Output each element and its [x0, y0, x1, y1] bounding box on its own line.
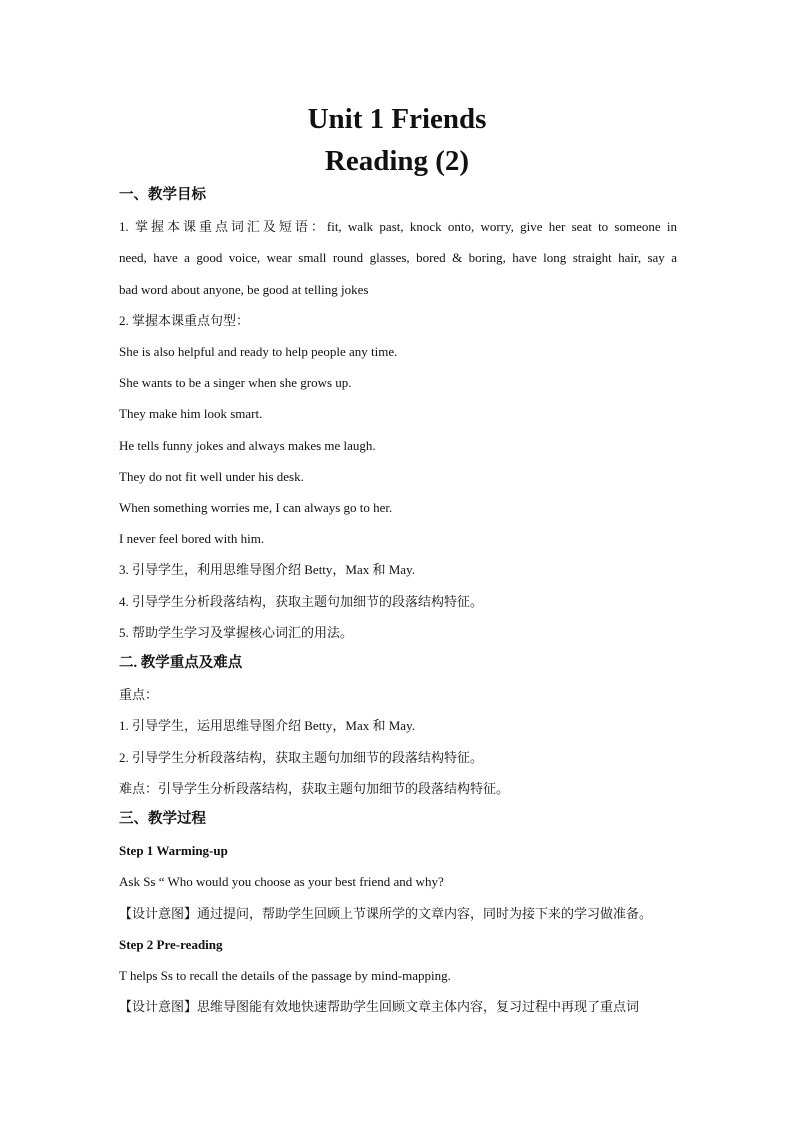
step-1-text: Ask Ss “ Who would you choose as your best friend and why?: [119, 874, 444, 890]
difficult-point: 难点：引导学生分析段落结构，获取主题句加细节的段落结构特征。: [119, 780, 510, 796]
key-sentence: I never feel bored with him.: [119, 531, 265, 547]
section-heading-process: 三、教学过程: [119, 811, 206, 828]
key-sentence: They do not fit well under his desk.: [119, 468, 304, 484]
key-sentence: They make him look smart.: [119, 406, 263, 422]
key-point-2: 2. 引导学生分析段落结构，获取主题句加细节的段落结构特征。: [119, 749, 484, 765]
title-block: [0, 98, 794, 182]
document-body: [119, 180, 677, 1022]
step-2-text: T helps Ss to recall the details of the passage by mind-mapping.: [119, 968, 451, 984]
key-point-1: 1. 引导学生，运用思维导图介绍 Betty，Max 和 May.: [119, 718, 415, 734]
step-1-design-intent: 【设计意图】通过提问，帮助学生回顾上节课所学的文章内容，同时为接下来的学习做准备。: [119, 905, 653, 921]
objective-1-line-1: 1. 掌握本课重点词汇及短语：fit, walk past, knock onto, worry, give her seat to someone in: [119, 219, 677, 235]
objective-3: 3. 引导学生，利用思维导图介绍 Betty，Max 和 May.: [119, 562, 415, 578]
objective-5: 5. 帮助学生学习及掌握核心词汇的用法。: [119, 624, 354, 640]
key-sentence: He tells funny jokes and always makes me laugh.: [119, 437, 376, 453]
step-1-title: Step 1 Warming-up: [119, 843, 228, 859]
key-sentence: When something worries me, I can always go to her.: [119, 500, 393, 516]
document-title: Unit 1 Friends: [307, 103, 487, 135]
objective-2: 2. 掌握本课重点句型：: [119, 312, 250, 328]
step-2-design-intent: 【设计意图】思维导图能有效地快速帮助学生回顾文章主体内容，复习过程中再现了重点词: [119, 999, 640, 1015]
objective-1-line-3: bad word about anyone, be good at telling jokes: [119, 281, 369, 297]
key-sentence: She wants to be a singer when she grows up.: [119, 375, 352, 391]
objective-4: 4. 引导学生分析段落结构，获取主题句加细节的段落结构特征。: [119, 593, 484, 609]
section-heading-objectives: 一、教学目标: [119, 187, 206, 203]
section-heading-key-points: 二. 教学重点及难点: [119, 655, 243, 672]
key-points-label: 重点：: [119, 687, 159, 703]
key-sentence: She is also helpful and ready to help people any time.: [119, 344, 398, 360]
document-subtitle: Reading (2): [324, 145, 470, 177]
objective-1-line-2: need, have a good voice, wear small round glasses, bored & boring, have long straight hair, say a: [119, 250, 677, 266]
step-2-title: Step 2 Pre-reading: [119, 936, 223, 952]
